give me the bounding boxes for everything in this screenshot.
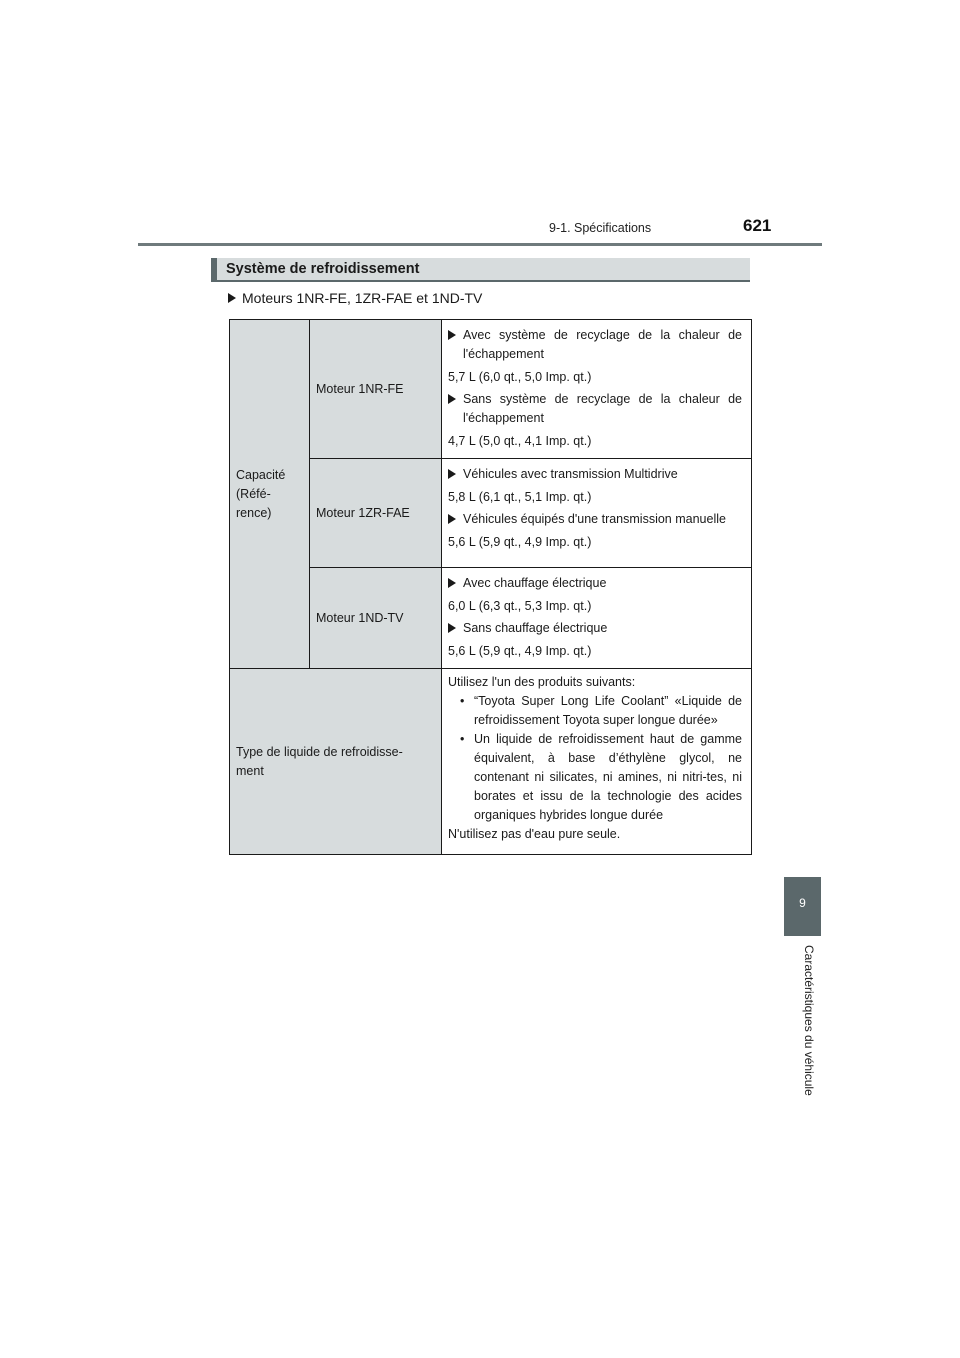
engine-values-cell [442,320,752,459]
table-row [230,669,752,855]
engine-name-cell: Moteur 1NR-FE [310,320,442,459]
subheading-text: Moteurs 1NR-FE, 1ZR-FAE et 1ND-TV [242,290,483,306]
engine-name-cell: Moteur 1ND-TV [310,568,442,669]
cooling-spec-table [229,319,752,855]
coolant-note: N'utilisez pas d'eau pure seule. [448,827,621,841]
coolant-type-label-cell: Type de liquide de refroidisse- ment [230,669,442,855]
list-item: Avec chauffage électrique [448,574,742,593]
chapter-tab [784,877,821,936]
capacity-value: 5,6 L (5,9 qt., 4,9 Imp. qt.) [448,535,592,549]
section-breadcrumb: 9-1. Spécifications [549,221,652,235]
triangle-bullet-icon [448,514,456,524]
capacity-value: 4,7 L (5,0 qt., 4,1 Imp. qt.) [448,434,592,448]
chapter-number: 9 [799,896,806,910]
capacity-value: 5,6 L (5,9 qt., 4,9 Imp. qt.) [448,644,592,658]
triangle-bullet-icon [448,469,456,479]
list-item: Avec système de recyclage de la chaleur de l'échappement [448,326,742,364]
header-divider [138,243,822,246]
capacity-value: 6,0 L (6,3 qt., 5,3 Imp. qt.) [448,599,592,613]
triangle-bullet-icon [448,578,456,588]
triangle-bullet-icon [448,623,456,633]
engine-name-cell: Moteur 1ZR-FAE [310,459,442,568]
list-item: • “Toyota Super Long Life Coolant” «Liquide de refroidissement Toyota super longue durée» [448,692,742,730]
list-item: Véhicules équipés d'une transmission manuelle [448,510,742,529]
list-item: Sans chauffage électrique [448,619,742,638]
list-item: • Un liquide de refroidissement haut de gamme équivalent, à base d’éthylène glycol, ne contenant ni silicates, ni amines, ni nitri-tes, ni borates et issu de la technologie des acides organiques hybrides longue durée [448,730,742,825]
list-item: Véhicules avec transmission Multidrive [448,465,742,484]
coolant-type-values-cell [442,669,752,855]
capacity-label-cell: Capacité (Réfé- rence) [230,320,310,669]
section-title: Système de refroidissement [226,261,420,277]
capacity-value: 5,8 L (6,1 qt., 5,1 Imp. qt.) [448,490,592,504]
capacity-value: 5,7 L (6,0 qt., 5,0 Imp. qt.) [448,370,592,384]
table-row [230,320,752,459]
engine-values-cell [442,459,752,568]
list-item: Sans système de recyclage de la chaleur de l'échappement [448,390,742,428]
section-title-bar [211,258,750,282]
coolant-intro: Utilisez l'un des produits suivants: [448,675,636,689]
page-number: 621 [743,216,772,235]
engine-values-cell [442,568,752,669]
chapter-title: Caractéristiques du véhicule [802,945,816,1096]
bullet-dot-icon: • [460,694,465,708]
triangle-bullet-icon [228,293,236,303]
triangle-bullet-icon [448,394,456,404]
bullet-dot-icon: • [460,732,465,746]
triangle-bullet-icon [448,330,456,340]
subheading [228,290,482,306]
